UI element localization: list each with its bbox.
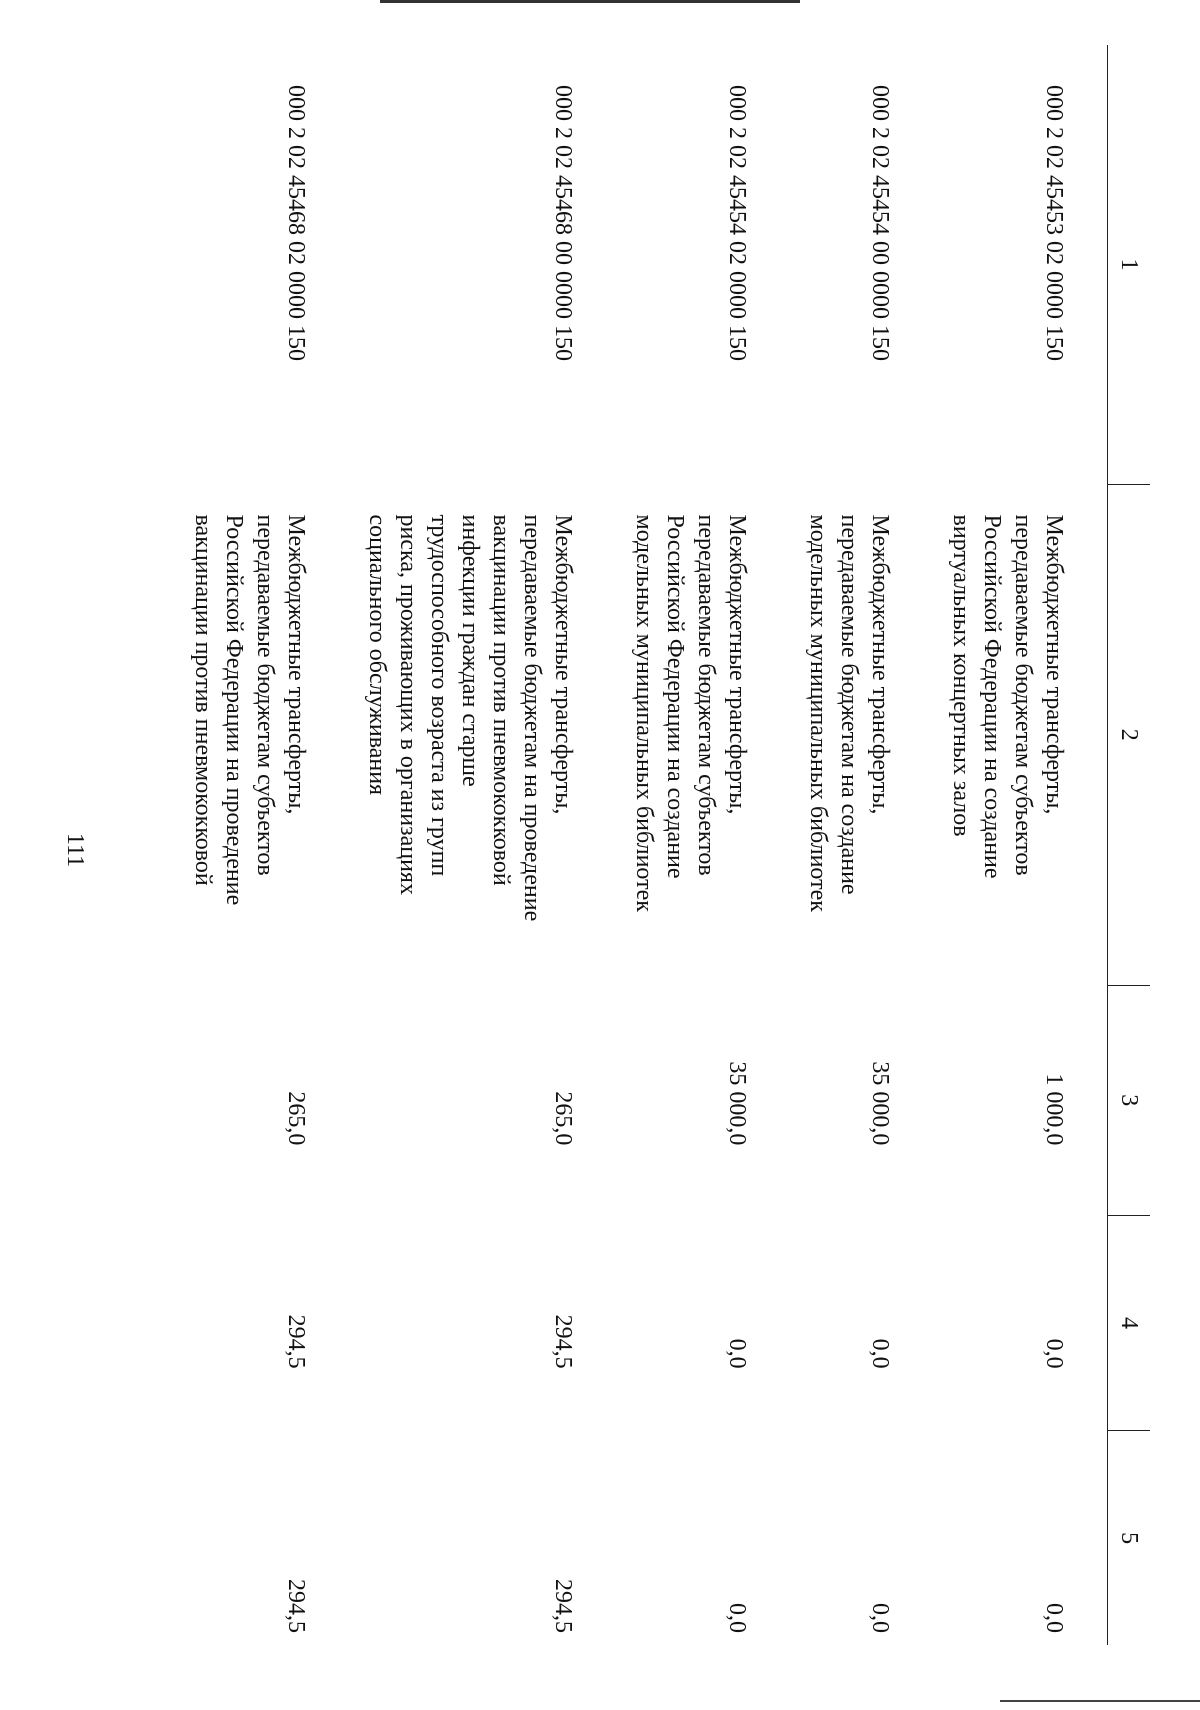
table-row (349, 45, 616, 1645)
column-header-1: 1 (1108, 45, 1151, 485)
item-name-line: трудоспособного возраста из групп (426, 514, 452, 877)
value-col5: 294,5 (550, 1579, 576, 1633)
item-name-line: виртуальных концертных залов (948, 514, 974, 837)
item-name-line: вакцинации против пневмококковой (190, 514, 216, 886)
item-name (933, 485, 1108, 986)
item-name-line: передаваемые бюджетам на проведение (519, 514, 545, 922)
value-col3: 265,0 (283, 1091, 309, 1146)
column-header-5: 5 (1108, 1431, 1151, 1645)
value-col5: 0,0 (867, 1603, 893, 1633)
value-col5: 294,5 (283, 1579, 309, 1633)
value-col3: 35 000,0 (867, 1061, 893, 1146)
item-name (616, 485, 790, 986)
item-name (175, 485, 349, 986)
item-name-line: Межбюджетные трансферты, (724, 514, 750, 815)
item-name-line: передаваемые бюджетам субъектов (252, 514, 278, 876)
budget-code: 000 2 02 45454 02 0000 150 (724, 85, 750, 361)
item-name-line: передаваемые бюджетам субъектов (693, 514, 719, 876)
value-col3: 35 000,0 (724, 1061, 750, 1146)
item-name-line: передаваемые бюджетам субъектов (1010, 514, 1036, 876)
budget-code: 000 2 02 45468 00 0000 150 (550, 85, 576, 361)
item-name-line: Межбюджетные трансферты, (550, 514, 576, 815)
item-name-line: инфекции граждан старше (457, 514, 483, 787)
value-col4: 0,0 (867, 1338, 893, 1369)
column-header-2: 2 (1108, 485, 1151, 986)
item-name-line: Российской Федерации на создание (662, 514, 688, 879)
item-name-line: Межбюджетные трансферты, (1041, 514, 1067, 815)
value-col4: 0,0 (1041, 1338, 1067, 1369)
item-name-line: модельных муниципальных библиотек (631, 514, 657, 912)
value-col5: 0,0 (724, 1603, 750, 1633)
budget-table (175, 45, 1150, 1645)
value-col3: 1 000,0 (1041, 1073, 1067, 1146)
column-header-3: 3 (1108, 985, 1151, 1215)
value-col3: 265,0 (550, 1091, 576, 1146)
item-name-line: Российской Федерации на проведение (221, 514, 247, 906)
budget-code: 000 2 02 45454 00 0000 150 (867, 85, 893, 361)
item-name (790, 485, 933, 986)
budget-code: 000 2 02 45453 02 0000 150 (1041, 85, 1067, 361)
item-name-line: вакцинации против пневмококковой (488, 514, 514, 886)
value-col4: 0,0 (724, 1338, 750, 1369)
item-name-line: риска, проживающих в организациях (395, 514, 421, 895)
value-col4: 294,5 (283, 1314, 309, 1369)
item-name-line: Межбюджетные трансферты, (283, 514, 309, 815)
header-row (1108, 45, 1151, 1645)
table-row (616, 45, 790, 1645)
item-name-line: Российской Федерации на создание (979, 514, 1005, 879)
table-row (175, 45, 349, 1645)
item-name-line: Межбюджетные трансферты, (867, 514, 893, 815)
item-name-line: социального обслуживания (364, 514, 390, 796)
item-name-line: передаваемые бюджетам на создание (836, 514, 862, 895)
value-col5: 0,0 (1041, 1603, 1067, 1633)
value-col4: 294,5 (550, 1314, 576, 1369)
page-number: 111 (62, 832, 88, 868)
table-row (790, 45, 933, 1645)
budget-code: 000 2 02 45468 02 0000 150 (283, 85, 309, 361)
item-name (349, 485, 616, 986)
item-name-line: модельных муниципальных библиотек (805, 514, 831, 912)
column-header-4: 4 (1108, 1215, 1151, 1430)
table-row (933, 45, 1108, 1645)
